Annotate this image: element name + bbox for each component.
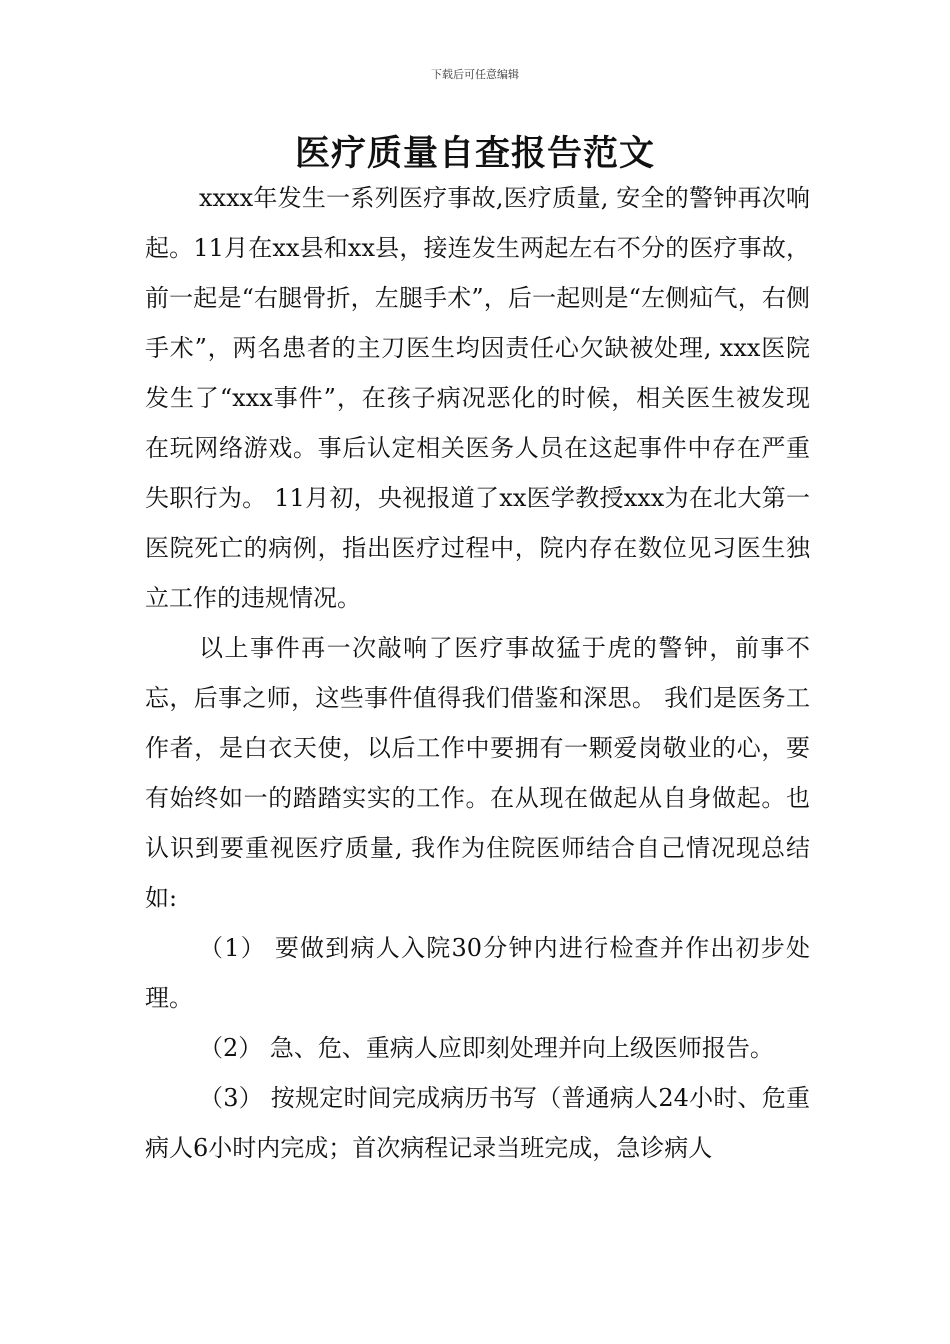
list-item-3: （3） 按规定时间完成病历书写（普通病人24小时、危重病人6小时内完成；首次病程记录当班完成，急诊病人 — [145, 1084, 810, 1162]
paragraph-incidents: xxxx年发生一系列医疗事故,医疗质量, 安全的警钟再次响起。11月在xx县和xx县，接连发生两起左右不分的医疗事故，前一起是“右腿骨折，左腿手术”，后一起则是“左侧疝气，右侧手术”，两名患者的主刀医生均因责任心欠缺被处理, xxx医院发生了“xxx事件”，在孩子病况恶化的时候，相关医生被发现在玩网络游戏。事后认定相关医务人员在这起事件中存在严重失职行为。 11月初，央视报道了xx医学教授xxx为在北大第一医院死亡的病例，指出医疗过程中，院内存在数位见习医生独立工作的违规情况。 — [145, 184, 810, 612]
list-item-2: （2） 急、危、重病人应即刻处理并向上级医师报告。 — [199, 1034, 774, 1062]
document-title: 医疗质量自查报告范文 — [294, 134, 655, 174]
header-note: 下载后可任意编辑 — [431, 68, 519, 81]
paragraph-reflection: 以上事件再一次敲响了医疗事故猛于虎的警钟，前事不忘，后事之师，这些事件值得我们借鉴和深思。 我们是医务工作者，是白衣天使，以后工作中要拥有一颗爱岗敬业的心，要有始终如一的踏踏实实的工作。在从现在做起从自身做起。也认识到要重视医疗质量, 我作为住院医师结合自己情况现总结如: — [145, 634, 810, 912]
list-item-1: （1） 要做到病人入院30分钟内进行检查并作出初步处理。 — [145, 934, 810, 1012]
document-body — [145, 173, 810, 1173]
